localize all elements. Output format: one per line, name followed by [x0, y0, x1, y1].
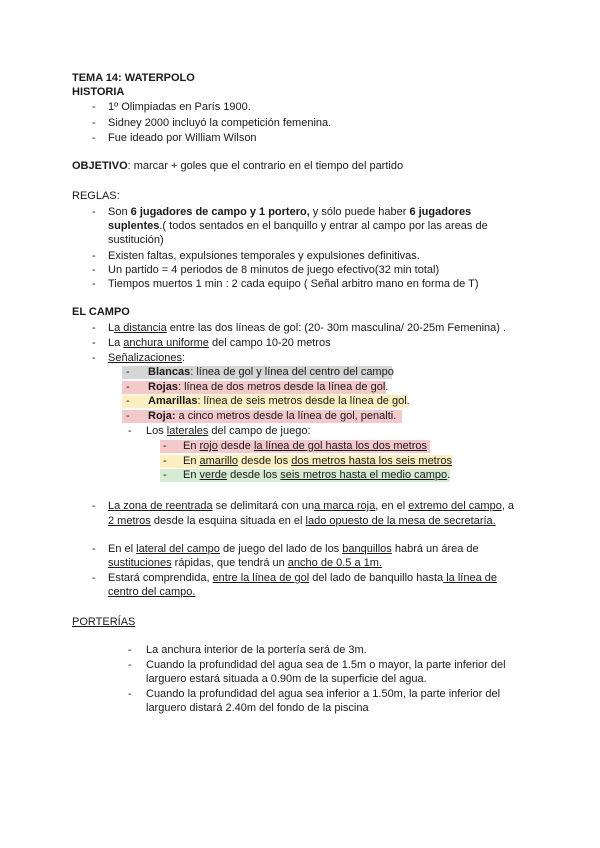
underlined-segment: dos metros hasta los seis metros [291, 455, 453, 467]
text-segment: : línea de dos metros desde la línea de gol. [177, 381, 389, 393]
comprendida-line-2 [108, 586, 195, 599]
underlined-segment: rojo [199, 440, 218, 452]
underlined-segment: laterales [166, 425, 209, 437]
bullet-dash: - [163, 440, 167, 452]
porterias-item: Cuando la profundidad del agua sea de 1.5m o mayor, la parte inferior del [146, 659, 506, 671]
comprendida-line-1 [108, 572, 497, 585]
underlined-segment: entre la línea de gol [212, 572, 310, 584]
underlined-segment: lado opuesto de la mesa de secretaría. [305, 515, 496, 527]
text-segment: rápidas, que tendrá un [171, 557, 288, 569]
campo-senalizaciones [108, 352, 185, 365]
underlined-segment: anchura uniforme [123, 337, 209, 349]
bold-segment: Amarillas [148, 395, 198, 407]
bullet-dash: - [126, 366, 130, 378]
text-segment: : [182, 352, 186, 364]
underlined-segment: centro del campo. [108, 586, 196, 598]
historia-item: Sidney 2000 incluyó la competición femenina. [108, 117, 332, 129]
lateral-verde [160, 469, 450, 482]
reglas-item-1-line-1 [108, 206, 471, 219]
text-segment: del campo 10-20 metros [208, 337, 331, 349]
bullet-dash: - [126, 410, 130, 422]
text-segment: del lado de banquillo hasta [309, 572, 444, 584]
text-segment: Estará comprendida, [108, 572, 213, 584]
senal-rojas [122, 381, 389, 394]
underlined-segment: a distancia [114, 322, 167, 334]
underlined-segment: amarillo [199, 455, 239, 467]
text-segment: : línea de gol y línea del centro del campo [190, 366, 394, 378]
text-segment: , en el [375, 500, 409, 512]
bullet-dash: - [92, 500, 96, 512]
objetivo-text: : marcar + goles que el contrario en el tiempo del partido [127, 160, 404, 172]
underlined-segment: extremo del campo [408, 500, 502, 512]
text-segment: En el [108, 543, 137, 555]
bullet-dash: - [92, 117, 96, 129]
bullet-dash: - [163, 455, 167, 467]
senal-roja [122, 410, 402, 423]
text-segment: La [108, 337, 124, 349]
text-segment: se delimitará con un [212, 500, 315, 512]
reentrada-line-2 [108, 515, 496, 528]
text-segment: : línea de seis metros desde la línea de gol. [197, 395, 410, 407]
underlined-segment: ancho de 0.5 a 1m. [287, 557, 382, 569]
bullet-dash: - [92, 322, 96, 334]
text-segment: , a [501, 500, 515, 512]
bullet-dash: - [128, 425, 132, 437]
reglas-item-1-line-2 [108, 220, 488, 233]
text-segment: En [183, 440, 200, 452]
document-title: TEMA 14: WATERPOLO [72, 72, 195, 84]
underlined-segment: verde [199, 469, 228, 481]
senal-amarillas [122, 395, 408, 408]
campo-distancia [108, 322, 506, 335]
bold-segment: 6 jugadores [409, 206, 472, 218]
lateral-rojo [160, 440, 430, 453]
bullet-dash: - [92, 132, 96, 144]
bullet-dash: - [92, 264, 96, 276]
porterias-item: larguero distará 2.40m del fondo de la piscina [146, 702, 369, 714]
reglas-item: Un partido = 4 periodos de 8 minutos de juego efectivo(32 min total) [108, 264, 440, 276]
text-segment: habrá un área de [391, 543, 479, 555]
text-segment: Son [108, 206, 131, 218]
historia-item: Fue ideado por William Wilson [108, 132, 257, 144]
campo-anchura [108, 337, 331, 350]
text-segment: desde [217, 440, 254, 452]
objetivo-line [72, 160, 403, 173]
bold-segment: Rojas [148, 381, 178, 393]
text-segment: entre las dos líneas de gol: (20- 30m masculina/ 20-25m Femenina) . [166, 322, 507, 334]
bullet-dash: - [92, 352, 96, 364]
lateral-line-1 [108, 543, 479, 556]
bold-segment: Blancas [148, 366, 191, 378]
reglas-item: Existen faltas, expulsiones temporales y expulsiones definitivas. [108, 250, 420, 262]
underlined-segment: la línea de [443, 572, 497, 584]
bullet-dash: - [92, 572, 96, 584]
underlined-segment: sustituciones [108, 557, 172, 569]
underlined-segment: seis metros hasta el medio campo [280, 469, 448, 481]
text-segment: . [447, 469, 451, 481]
text-segment: y sólo puede haber [309, 206, 410, 218]
underlined-segment: lateral del campo [136, 543, 220, 555]
campo-laterales [146, 425, 311, 438]
underlined-segment: banquillos [342, 543, 392, 555]
porterias-item: larguero estará situada a 0.90m de la superficie del agua. [146, 673, 427, 685]
text-segment: del campo de juego: [208, 425, 311, 437]
bullet-dash: - [163, 469, 167, 481]
reentrada-line-1 [108, 500, 514, 513]
bullet-dash: - [128, 659, 132, 671]
text-segment: desde la esquina situada en el [150, 515, 306, 527]
text-segment: L [108, 322, 115, 334]
underlined-segment: la línea de gol hasta los dos metros [253, 440, 427, 452]
reglas-heading: REGLAS: [72, 190, 120, 202]
text-segment: de juego del lado de los [219, 543, 343, 555]
text-segment: En [183, 455, 200, 467]
bullet-dash: - [128, 688, 132, 700]
bullet-dash: - [126, 381, 130, 393]
underlined-segment: a marca roja [314, 500, 376, 512]
porterias-heading: PORTERÍAS [72, 616, 136, 628]
bullet-dash: - [126, 395, 130, 407]
bullet-dash: - [92, 543, 96, 555]
campo-heading: EL CAMPO [72, 306, 130, 318]
reglas-item: Tiempos muertos 1 min : 2 cada equipo ( Señal arbitro mano en forma de T) [108, 278, 479, 290]
underlined-segment: Señalizaciones [108, 352, 182, 364]
reglas-item-1-line-3: sustitución) [108, 234, 164, 246]
senal-blancas [122, 366, 392, 379]
bullet-dash: - [128, 644, 132, 656]
bullet-dash: - [92, 206, 96, 218]
porterias-item: La anchura interior de la portería será de 3m. [146, 644, 367, 656]
objetivo-label: OBJETIVO [72, 160, 128, 172]
lateral-amarillo [160, 455, 452, 468]
historia-item: 1º Olimpiadas en París 1900. [108, 101, 251, 113]
text-segment: .( todos sentados en el banquillo y entrar al campo por las areas de [159, 220, 488, 232]
text-segment: En [183, 469, 200, 481]
text-segment: Los [146, 425, 167, 437]
bold-segment: 6 jugadores de campo y 1 portero, [130, 206, 310, 218]
text-segment: a cinco metros desde la línea de gol, penalti. [175, 410, 397, 422]
historia-heading: HISTORIA [72, 86, 125, 98]
underlined-segment: 2 metros [108, 515, 151, 527]
bullet-dash: - [92, 278, 96, 290]
porterias-item: Cuando la profundidad del agua sea inferior a 1.50m, la parte inferior del [146, 688, 501, 700]
bullet-dash: - [92, 337, 96, 349]
bullet-dash: - [92, 101, 96, 113]
bold-segment: suplentes [108, 220, 160, 232]
text-segment: desde los [238, 455, 292, 467]
lateral-line-2 [108, 557, 382, 570]
bold-segment: Roja: [148, 410, 176, 422]
bullet-dash: - [92, 250, 96, 262]
underlined-segment: La zona de reentrada [108, 500, 213, 512]
text-segment: desde los [227, 469, 281, 481]
